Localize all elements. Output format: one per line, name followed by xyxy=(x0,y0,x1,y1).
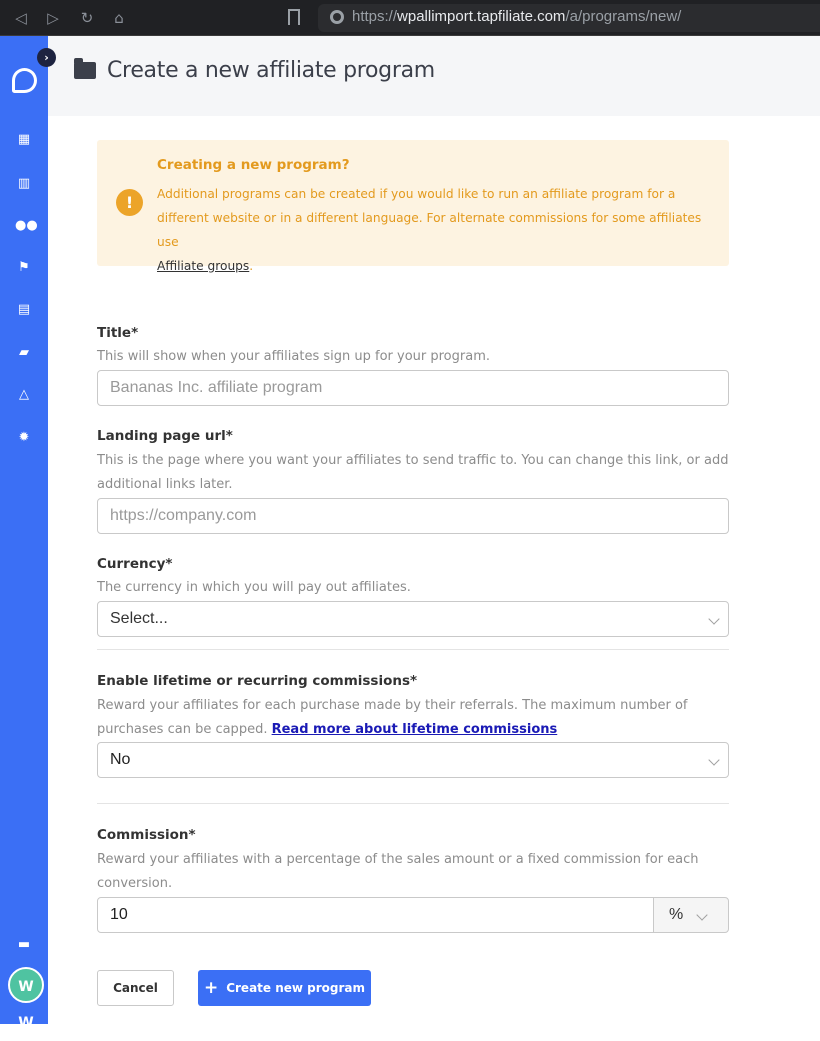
alert-suffix: . xyxy=(249,259,254,273)
avatar[interactable]: W W xyxy=(8,967,44,1003)
back-icon[interactable]: ◁ xyxy=(15,9,27,27)
commission-help: Reward your affiliates with a percentage of the sales amount or a fixed commission for each conversion. xyxy=(97,852,699,891)
lifetime-help-text: Reward your affiliates for each purchase made by their referrals. The maximum number of purchases can be capped. xyxy=(97,698,688,737)
plus-icon: + xyxy=(203,978,219,998)
url-text[interactable] xyxy=(352,8,681,25)
chevron-down-icon xyxy=(696,909,707,920)
globe-icon xyxy=(330,10,344,24)
currency-label: Currency* xyxy=(97,556,173,572)
book-icon[interactable]: ▬ xyxy=(17,937,31,952)
landing-url-label: Landing page url* xyxy=(97,428,233,444)
divider xyxy=(97,649,729,650)
settings-icon[interactable]: ✹ xyxy=(18,430,30,445)
bookmark-icon[interactable] xyxy=(288,9,300,25)
currency-help: The currency in which you will pay out affiliates. xyxy=(97,580,411,595)
url-host: wpallimport.tapfiliate.com xyxy=(397,8,566,25)
lifetime-help xyxy=(97,694,729,742)
lifetime-select-value: No xyxy=(110,751,131,768)
alert-body xyxy=(157,182,722,278)
landing-url-input[interactable]: https://company.com xyxy=(97,498,729,534)
url-scheme: https:// xyxy=(352,8,398,25)
currency-select-value: Select... xyxy=(110,610,168,627)
dashboard-icon[interactable]: ▦ xyxy=(17,132,31,147)
alert-title: Creating a new program? xyxy=(157,157,350,173)
create-program-label: Create new program xyxy=(226,981,366,995)
url-path: /a/programs/new/ xyxy=(565,8,682,25)
folder-icon xyxy=(74,62,96,79)
store-icon[interactable]: ▤ xyxy=(17,302,31,317)
landing-url-help: This is the page where you want your affiliates to send traffic to. You can change this link, or add additional links later. xyxy=(97,453,729,492)
divider xyxy=(97,803,729,804)
exclamation-icon: ! xyxy=(116,189,143,216)
currency-select[interactable] xyxy=(97,601,729,637)
commission-label: Commission* xyxy=(97,827,196,843)
title-label: Title* xyxy=(97,325,139,341)
reload-icon[interactable]: ↻ xyxy=(80,9,94,27)
commission-input[interactable]: 10 xyxy=(97,897,654,933)
cancel-button[interactable]: Cancel xyxy=(97,970,174,1006)
network-icon[interactable]: △ xyxy=(19,387,29,402)
chevron-down-icon xyxy=(708,613,719,624)
lifetime-select[interactable] xyxy=(97,742,729,778)
home-icon[interactable]: ⌂ xyxy=(114,9,124,27)
page-title: Create a new affiliate program xyxy=(107,58,435,83)
reports-icon[interactable]: ▥ xyxy=(17,176,31,191)
commission-unit-select[interactable] xyxy=(653,897,729,933)
lifetime-commissions-link[interactable]: Read more about lifetime commissions xyxy=(271,722,558,737)
create-program-button[interactable] xyxy=(198,970,371,1006)
chevron-down-icon xyxy=(708,754,719,765)
commission-unit-value: % xyxy=(669,906,684,923)
lifetime-label: Enable lifetime or recurring commissions* xyxy=(97,673,418,689)
tapfiliate-logo-icon[interactable] xyxy=(12,68,37,93)
flag-icon[interactable]: ⚑ xyxy=(18,260,30,275)
title-input[interactable]: Bananas Inc. affiliate program xyxy=(97,370,729,406)
affiliates-icon[interactable]: ●● xyxy=(15,218,38,233)
affiliate-groups-link[interactable]: Affiliate groups xyxy=(157,259,250,273)
title-help: This will show when your affiliates sign up for your program. xyxy=(97,349,490,364)
alert-text: Additional programs can be created if you would like to run an affiliate program for a different website or in a different language. For alternate commissions for some affiliates use xyxy=(157,187,702,249)
wallet-icon[interactable]: ▰ xyxy=(19,345,29,360)
forward-icon[interactable]: ▷ xyxy=(47,9,59,27)
collapse-sidebar-button[interactable]: › xyxy=(37,48,56,67)
browser-toolbar xyxy=(0,0,820,36)
